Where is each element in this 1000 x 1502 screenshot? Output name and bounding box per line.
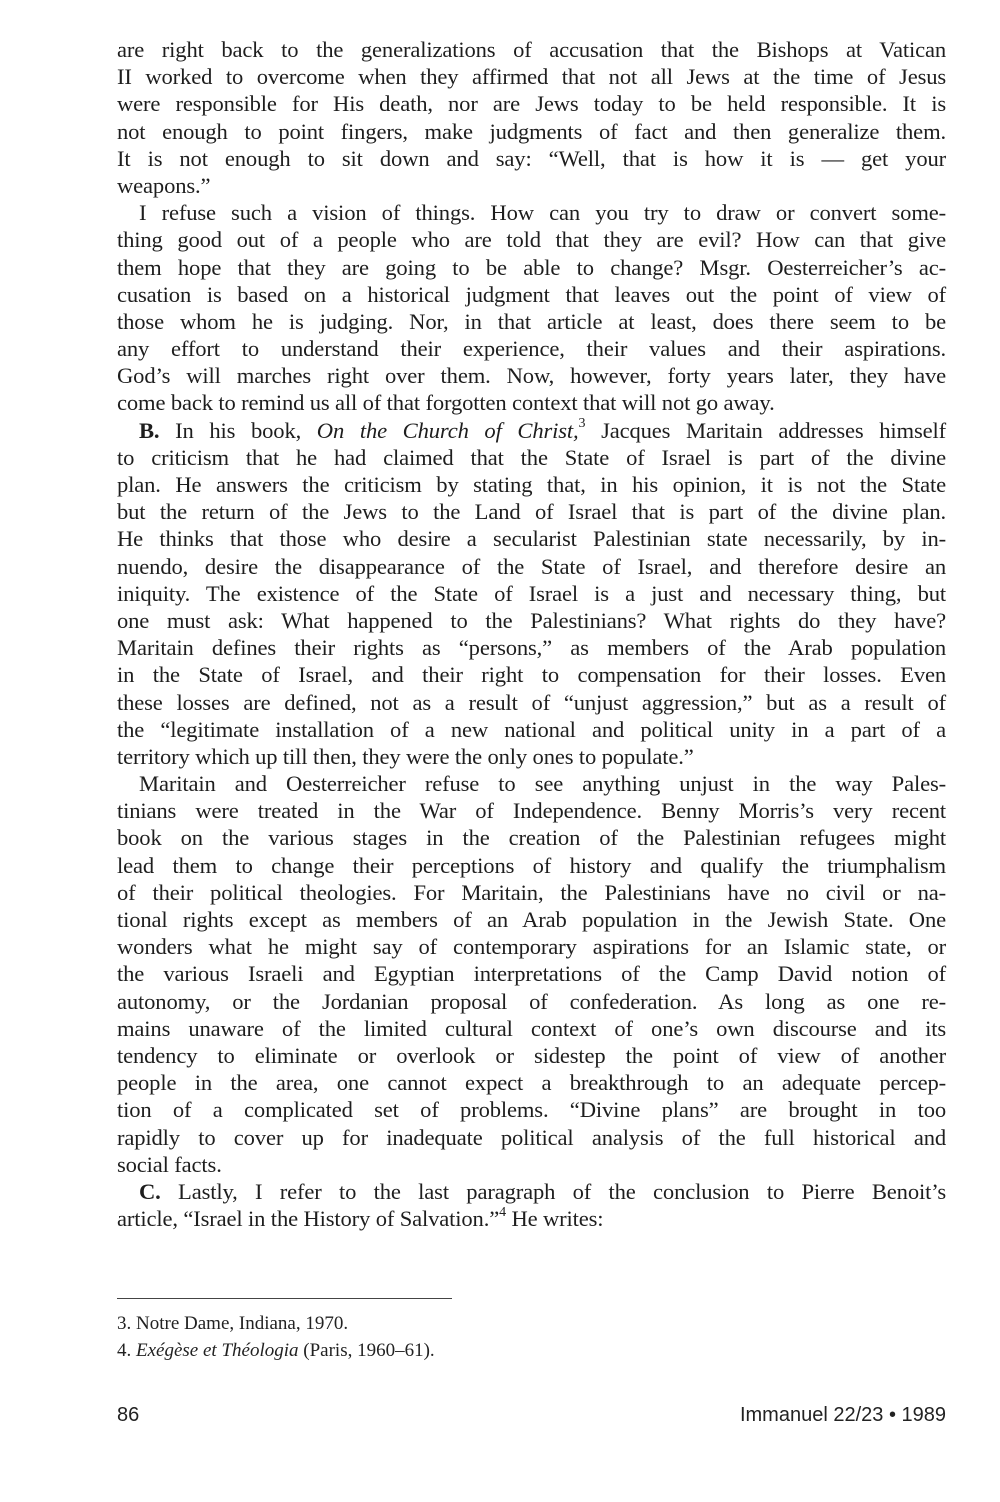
text-line: weapons.” [117, 172, 211, 198]
text-line: the “legitimate installation of a new national and political unity in a part of a [117, 716, 946, 742]
book-title: On the Church of Christ, [316, 417, 579, 443]
footnotes [117, 1310, 435, 1364]
text-line: wonders what he might say of contemporary aspirations for an Islamic state, or [117, 934, 946, 960]
text-line: come back to remind us all of that forgotten context that will not go away. [117, 390, 775, 416]
page-footer [117, 1404, 946, 1427]
text-line: autonomy, or the Jordanian proposal of confederation. As long as one re- [117, 988, 946, 1014]
text-line: It is not enough to sit down and say: “Well, that is how it is — get your [117, 145, 946, 171]
footnote-ref-4[interactable]: 4 [499, 1204, 506, 1220]
page-number: 86 [117, 1404, 140, 1426]
text-line: Maritain defines their rights as “persons,” as members of the Arab population [117, 635, 946, 661]
text-line: C. Lastly, I refer to the last paragraph of the conclusion to Pierre Benoit’s [139, 1178, 946, 1204]
text-line: rapidly to cover up for inadequate political analysis of the full historical and [117, 1124, 946, 1150]
footnote-text: Notre Dame, Indiana, 1970. [136, 1313, 349, 1334]
text-line: II worked to overcome when they affirmed that not all Jews at the time of Jesus [117, 64, 946, 90]
footnote-4 [117, 1337, 435, 1364]
text-line: cusation is based on a historical judgment that leaves out the point of view of [117, 281, 946, 307]
text-line: thing good out of a people who are told that they are evil? How can that give [117, 227, 946, 253]
text-line: lead them to change their perceptions of history and qualify the triumphalism [117, 852, 946, 878]
paragraph-section-b [117, 417, 946, 770]
footnote-text: (Paris, 1960–61). [298, 1340, 435, 1361]
section-label-b: B. [139, 417, 160, 443]
text-line: them hope that they are going to be able to change? Msgr. Oesterreicher’s ac- [117, 254, 946, 280]
paragraph-continuation [117, 36, 946, 199]
text-line: tion of a complicated set of problems. “Divine plans” are brought in too [117, 1097, 946, 1123]
text-line: but the return of the Jews to the Land of Israel that is part of the divine plan. [117, 499, 946, 525]
text-line: book on the various stages in the creation of the Palestinian refugees might [117, 825, 946, 851]
paragraph-refuse-vision [117, 199, 946, 417]
text-line: He thinks that those who desire a secularist Palestinian state necessarily, by in- [117, 526, 946, 552]
footnote-3 [117, 1310, 435, 1337]
text-line: plan. He answers the criticism by stating that, in his opinion, it is not the State [117, 472, 946, 497]
text-line: of their political theologies. For Maritain, the Palestinians have no civil or na- [117, 879, 946, 905]
text-line: to criticism that he had claimed that the State of Israel is part of the divine [117, 444, 946, 470]
footnote-number: 3. [117, 1313, 132, 1334]
text-line: I refuse such a vision of things. How can you try to draw or convert some- [139, 200, 946, 226]
text-line: tinians were treated in the War of Independence. Benny Morris’s very recent [117, 798, 946, 824]
journal-citation: Immanuel 22/23 • 1989 [739, 1404, 946, 1426]
text-line: God’s will marches right over them. Now, however, forty years later, they have [117, 363, 946, 389]
text-line: were responsible for His death, nor are Jews today to be held responsible. It is [117, 91, 946, 117]
text-line: are right back to the generalizations of accusation that the Bishops at Vatican [117, 37, 946, 62]
text-line: in the State of Israel, and their right to compensation for their losses. Even [117, 662, 946, 688]
text-line: not enough to point fingers, make judgments of fact and then generalize them. [117, 118, 946, 144]
text-line: one must ask: What happened to the Palestinians? What rights do they have? [117, 607, 946, 633]
page-body [117, 36, 946, 1232]
paragraph-section-c [117, 1178, 946, 1232]
text-line: any effort to understand their experience, their values and their aspirations. [117, 336, 946, 362]
text-line: the various Israeli and Egyptian interpretations of the Camp David notion of [117, 961, 946, 987]
footnote-title: Exégèse et Théologia [136, 1340, 299, 1361]
text-line: Maritain and Oesterreicher refuse to see anything unjust in the way Pales- [139, 771, 946, 797]
footnote-number: 4. [117, 1340, 132, 1361]
text-line: tional rights except as members of an Arab population in the Jewish State. One [117, 907, 946, 932]
text-line: article, “Israel in the History of Salvation.”$^4$ He writes: [117, 1204, 604, 1232]
footnote-ref-3[interactable]: 3 [578, 416, 586, 432]
text-line: these losses are defined, not as a result of “unjust aggression,” but as a result of [117, 689, 946, 715]
text-line: nuendo, desire the disappearance of the State of Israel, and therefore desire an [117, 553, 946, 579]
footnote-divider [117, 1298, 452, 1299]
text-line: people in the area, one cannot expect a breakthrough to an adequate percep- [117, 1070, 946, 1096]
text-line: B. In his book, On the Church of Christ,$^3$ Jacques Maritain addresses himself [139, 416, 946, 443]
paragraph-maritain-oesterreicher [117, 770, 946, 1178]
text-line: mains unaware of the limited cultural context of one’s own discourse and its [117, 1015, 946, 1041]
section-label-c: C. [139, 1178, 161, 1204]
text-line: tendency to eliminate or overlook or sidestep the point of view of another [117, 1042, 946, 1068]
text-line: those whom he is judging. Nor, in that article at least, does there seem to be [117, 308, 946, 334]
text-line: iniquity. The existence of the State of Israel is a just and necessary thing, but [117, 580, 946, 606]
text-line: territory which up till then, they were the only ones to populate.” [117, 743, 694, 769]
text-line: social facts. [117, 1151, 222, 1177]
